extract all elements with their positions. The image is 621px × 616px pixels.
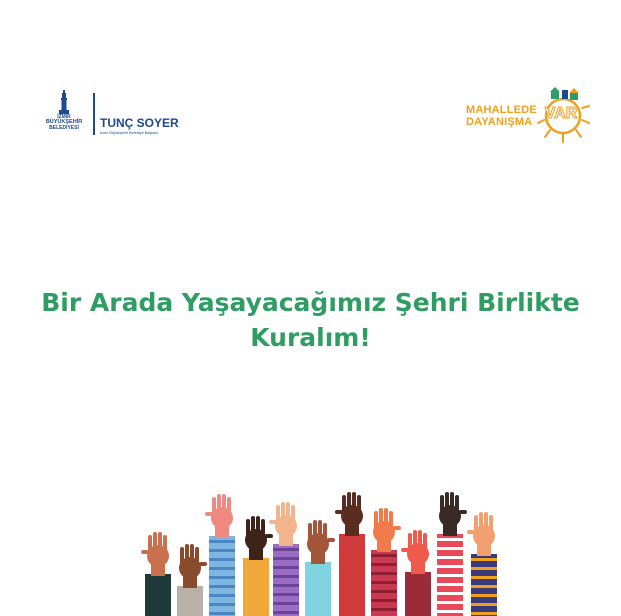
sleeve-stripe [273,602,299,605]
campaign-logo [463,86,591,146]
finger [489,515,493,532]
sleeve-stripe [437,547,463,550]
campaign-word: VAR [544,105,578,122]
sleeve-stripe [437,592,463,595]
sleeve-stripe [273,575,299,578]
sleeve [145,574,171,616]
sleeve-stripe [209,603,235,606]
sleeve-stripe [209,576,235,579]
raised-hand [437,492,467,616]
raised-hand [401,530,431,616]
finger [153,532,157,552]
clock-tower-icon [57,90,71,114]
sleeve [405,572,431,616]
raised-hand [205,494,235,616]
finger [384,508,388,528]
sleeve-stripe [437,601,463,604]
sleeve-stripe [371,563,397,566]
sleeve-stripe [273,566,299,569]
sleeve-stripe [273,557,299,560]
raised-hand [269,502,299,616]
headline-line-1: Bir Arada Yaşayacağımız Şehri Birlikte [41,288,580,317]
mayor-name: TUNÇ SOYER [100,116,179,130]
sleeve-stripe [437,574,463,577]
thumb [205,512,213,516]
finger [479,512,483,532]
finger [261,519,265,536]
sleeve-stripe [471,594,497,597]
sleeve-stripe [471,585,497,588]
sleeve-stripe [273,584,299,587]
headline [0,285,621,355]
finger [158,532,162,552]
finger [389,511,393,528]
finger [313,520,317,540]
finger [318,520,322,540]
sleeve-stripe [471,603,497,606]
raised-hand [371,508,401,616]
finger [281,502,285,522]
sleeve-stripe [273,593,299,596]
sleeve-stripe [471,612,497,615]
finger [185,544,189,564]
thumb [327,538,335,542]
sleeve-stripe [371,581,397,584]
sleeve-stripe [209,585,235,588]
sleeve-stripe [209,549,235,552]
finger [148,535,152,552]
sleeve-stripe [437,583,463,586]
sleeve-stripe [209,558,235,561]
raised-hand [335,492,365,616]
sleeve-stripe [371,590,397,593]
finger [190,544,194,564]
sleeve-stripe [471,558,497,561]
houses-icon [550,87,579,100]
sleeve-stripe [273,611,299,614]
sleeve-stripe [437,538,463,541]
sleeve-stripe [273,548,299,551]
finger [276,505,280,522]
finger [440,495,444,512]
org-line-2: BÜYÜKŞEHİR [45,119,83,125]
thumb [393,526,401,530]
sleeve-stripe [437,610,463,613]
finger [308,523,312,540]
sleeve-stripe [437,565,463,568]
finger [291,505,295,522]
finger [357,495,361,512]
finger [256,516,260,536]
sleeve-stripe [471,576,497,579]
thumb [141,550,149,554]
campaign-line-1: MAHALLEDE [466,104,537,116]
finger [246,519,250,536]
sleeve-stripe [371,608,397,611]
finger [180,547,184,564]
finger [163,535,167,552]
finger [347,492,351,512]
thumb [335,510,343,514]
org-line-3: BELEDİYESİ [49,124,79,131]
finger [374,511,378,528]
finger [418,530,422,550]
sleeve [305,562,331,616]
finger [352,492,356,512]
finger [445,492,449,512]
sleeve [243,558,269,616]
campaign-line-2: DAYANIŞMA [466,116,533,128]
izmir-logo [40,90,180,138]
org-line-1: İZMİR [57,114,71,120]
thumb [265,534,273,538]
sleeve-stripe [209,612,235,615]
finger [251,516,255,536]
raised-hand [243,516,273,616]
finger [474,515,478,532]
thumb [269,520,277,524]
raised-hand [177,544,207,616]
finger [484,512,488,532]
finger [413,530,417,550]
finger [450,492,454,512]
sleeve-stripe [209,594,235,597]
thumb [467,530,475,534]
sleeve-stripe [371,554,397,557]
finger [379,508,383,528]
finger [408,533,412,550]
finger [195,547,199,564]
raised-hand [305,520,335,616]
headline-line-2: Kuralım! [250,323,371,352]
finger [323,523,327,540]
finger [423,533,427,550]
finger [217,494,221,514]
sleeve-stripe [209,540,235,543]
raised-hands-icon [0,460,621,616]
sleeve [177,586,203,616]
mayor-title: İzmir Büyükşehir Belediye Başkanı [100,131,159,135]
sleeve-stripe [471,567,497,570]
sleeve [339,534,365,616]
sleeve-stripe [209,567,235,570]
thumb [459,510,467,514]
thumb [199,562,207,566]
logo-divider [93,93,95,135]
finger [286,502,290,522]
sleeve-stripe [437,556,463,559]
sleeve-stripe [371,572,397,575]
sleeve [273,544,299,616]
raised-hand [141,532,171,616]
sleeve-stripe [371,599,397,602]
finger [212,497,216,514]
finger [342,495,346,512]
finger [222,494,226,514]
thumb [401,548,409,552]
finger [455,495,459,512]
izmir-emblem [40,90,88,138]
raised-hand [467,512,497,616]
finger [227,497,231,514]
